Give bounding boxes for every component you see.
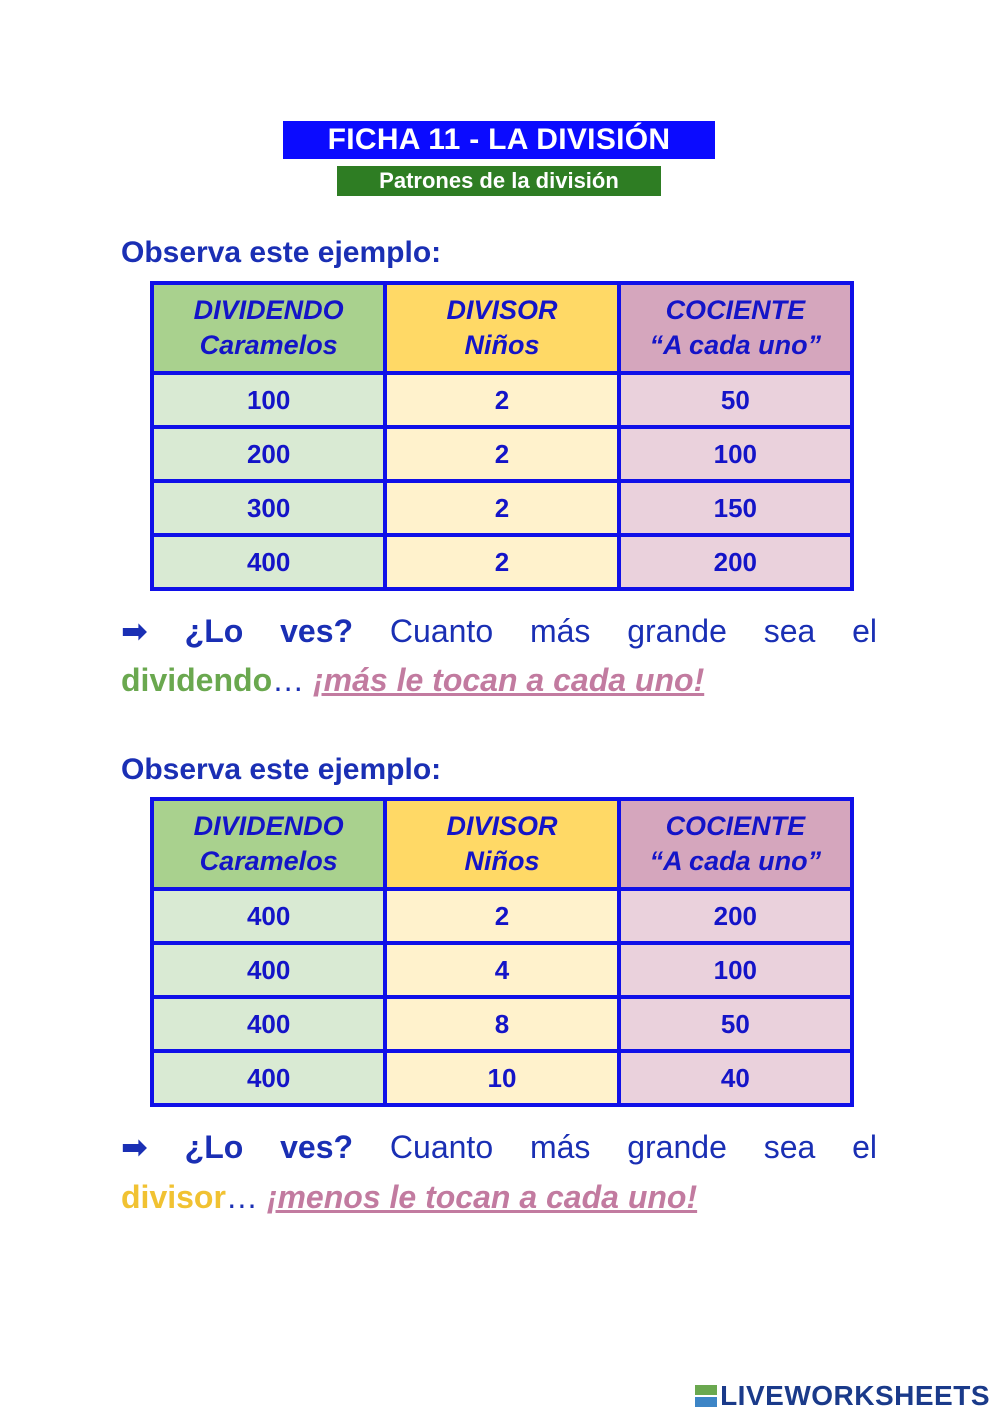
table-row [152, 943, 852, 997]
divisor-cell: 10 [385, 1051, 618, 1105]
note-text: Cuanto más grande sea el [389, 613, 878, 649]
quotient-cell: 200 [619, 889, 852, 943]
quotient-cell: 200 [619, 535, 852, 589]
divisor-cell: 2 [385, 373, 618, 427]
quotient-cell: 100 [619, 943, 852, 997]
table-row [152, 535, 852, 589]
note-conclusion: ¡más le tocan a cada uno! [313, 662, 705, 698]
brand-name: LIVEWORKSHEETS [720, 1380, 990, 1411]
dividend-cell: 400 [152, 943, 385, 997]
section2-note-line1 [121, 1127, 877, 1167]
table-row [152, 427, 852, 481]
table-row [152, 481, 852, 535]
divisor-cell: 4 [385, 943, 618, 997]
quotient-cell: 40 [619, 1051, 852, 1105]
divisor-cell: 8 [385, 997, 618, 1051]
brand-icon [695, 1385, 717, 1407]
table-header-row [152, 283, 852, 373]
note-keyword: dividendo [121, 662, 273, 698]
dividend-cell: 400 [152, 535, 385, 589]
table-row [152, 373, 852, 427]
section2-heading: Observa este ejemplo: [121, 753, 442, 786]
divisor-header: DIVISOR Niños [385, 283, 618, 373]
table-row [152, 889, 852, 943]
table-row [152, 997, 852, 1051]
section2-note-line2 [121, 1177, 697, 1217]
note-keyword: divisor [121, 1179, 226, 1215]
divisor-cell: 2 [385, 481, 618, 535]
quotient-cell: 50 [619, 373, 852, 427]
dividend-cell: 200 [152, 427, 385, 481]
note-question: ¿Lo ves? [184, 1129, 354, 1165]
arrow-right-icon: ➡ [121, 613, 148, 649]
divisor-cell: 2 [385, 535, 618, 589]
quotient-cell: 150 [619, 481, 852, 535]
division-table-2 [150, 797, 854, 1107]
section1-note-line1 [121, 611, 877, 651]
note-ellipsis: … [225, 1179, 258, 1215]
dividend-cell: 400 [152, 889, 385, 943]
dividend-header: DIVIDENDO Caramelos [152, 799, 385, 889]
note-text: Cuanto más grande sea el [389, 1129, 878, 1165]
worksheet-title: FICHA 11 - LA DIVISIÓN [283, 121, 715, 159]
quotient-cell: 100 [619, 427, 852, 481]
divisor-header: DIVISOR Niños [385, 799, 618, 889]
divisor-cell: 2 [385, 889, 618, 943]
quotient-header: COCIENTE “A cada uno” [619, 283, 852, 373]
dividend-cell: 300 [152, 481, 385, 535]
quotient-header: COCIENTE “A cada uno” [619, 799, 852, 889]
note-conclusion: ¡menos le tocan a cada uno! [266, 1179, 698, 1215]
dividend-cell: 400 [152, 997, 385, 1051]
table-row [152, 1051, 852, 1105]
quotient-cell: 50 [619, 997, 852, 1051]
divisor-cell: 2 [385, 427, 618, 481]
section1-heading: Observa este ejemplo: [121, 236, 442, 269]
liveworksheets-logo[interactable] [695, 1380, 990, 1412]
worksheet-subtitle: Patrones de la división [337, 166, 661, 196]
dividend-cell: 100 [152, 373, 385, 427]
table-header-row [152, 799, 852, 889]
arrow-right-icon: ➡ [121, 1129, 148, 1165]
section1-note-line2 [121, 660, 704, 700]
dividend-cell: 400 [152, 1051, 385, 1105]
division-table-1 [150, 281, 854, 591]
note-question: ¿Lo ves? [184, 613, 354, 649]
note-ellipsis: … [272, 662, 305, 698]
dividend-header: DIVIDENDO Caramelos [152, 283, 385, 373]
